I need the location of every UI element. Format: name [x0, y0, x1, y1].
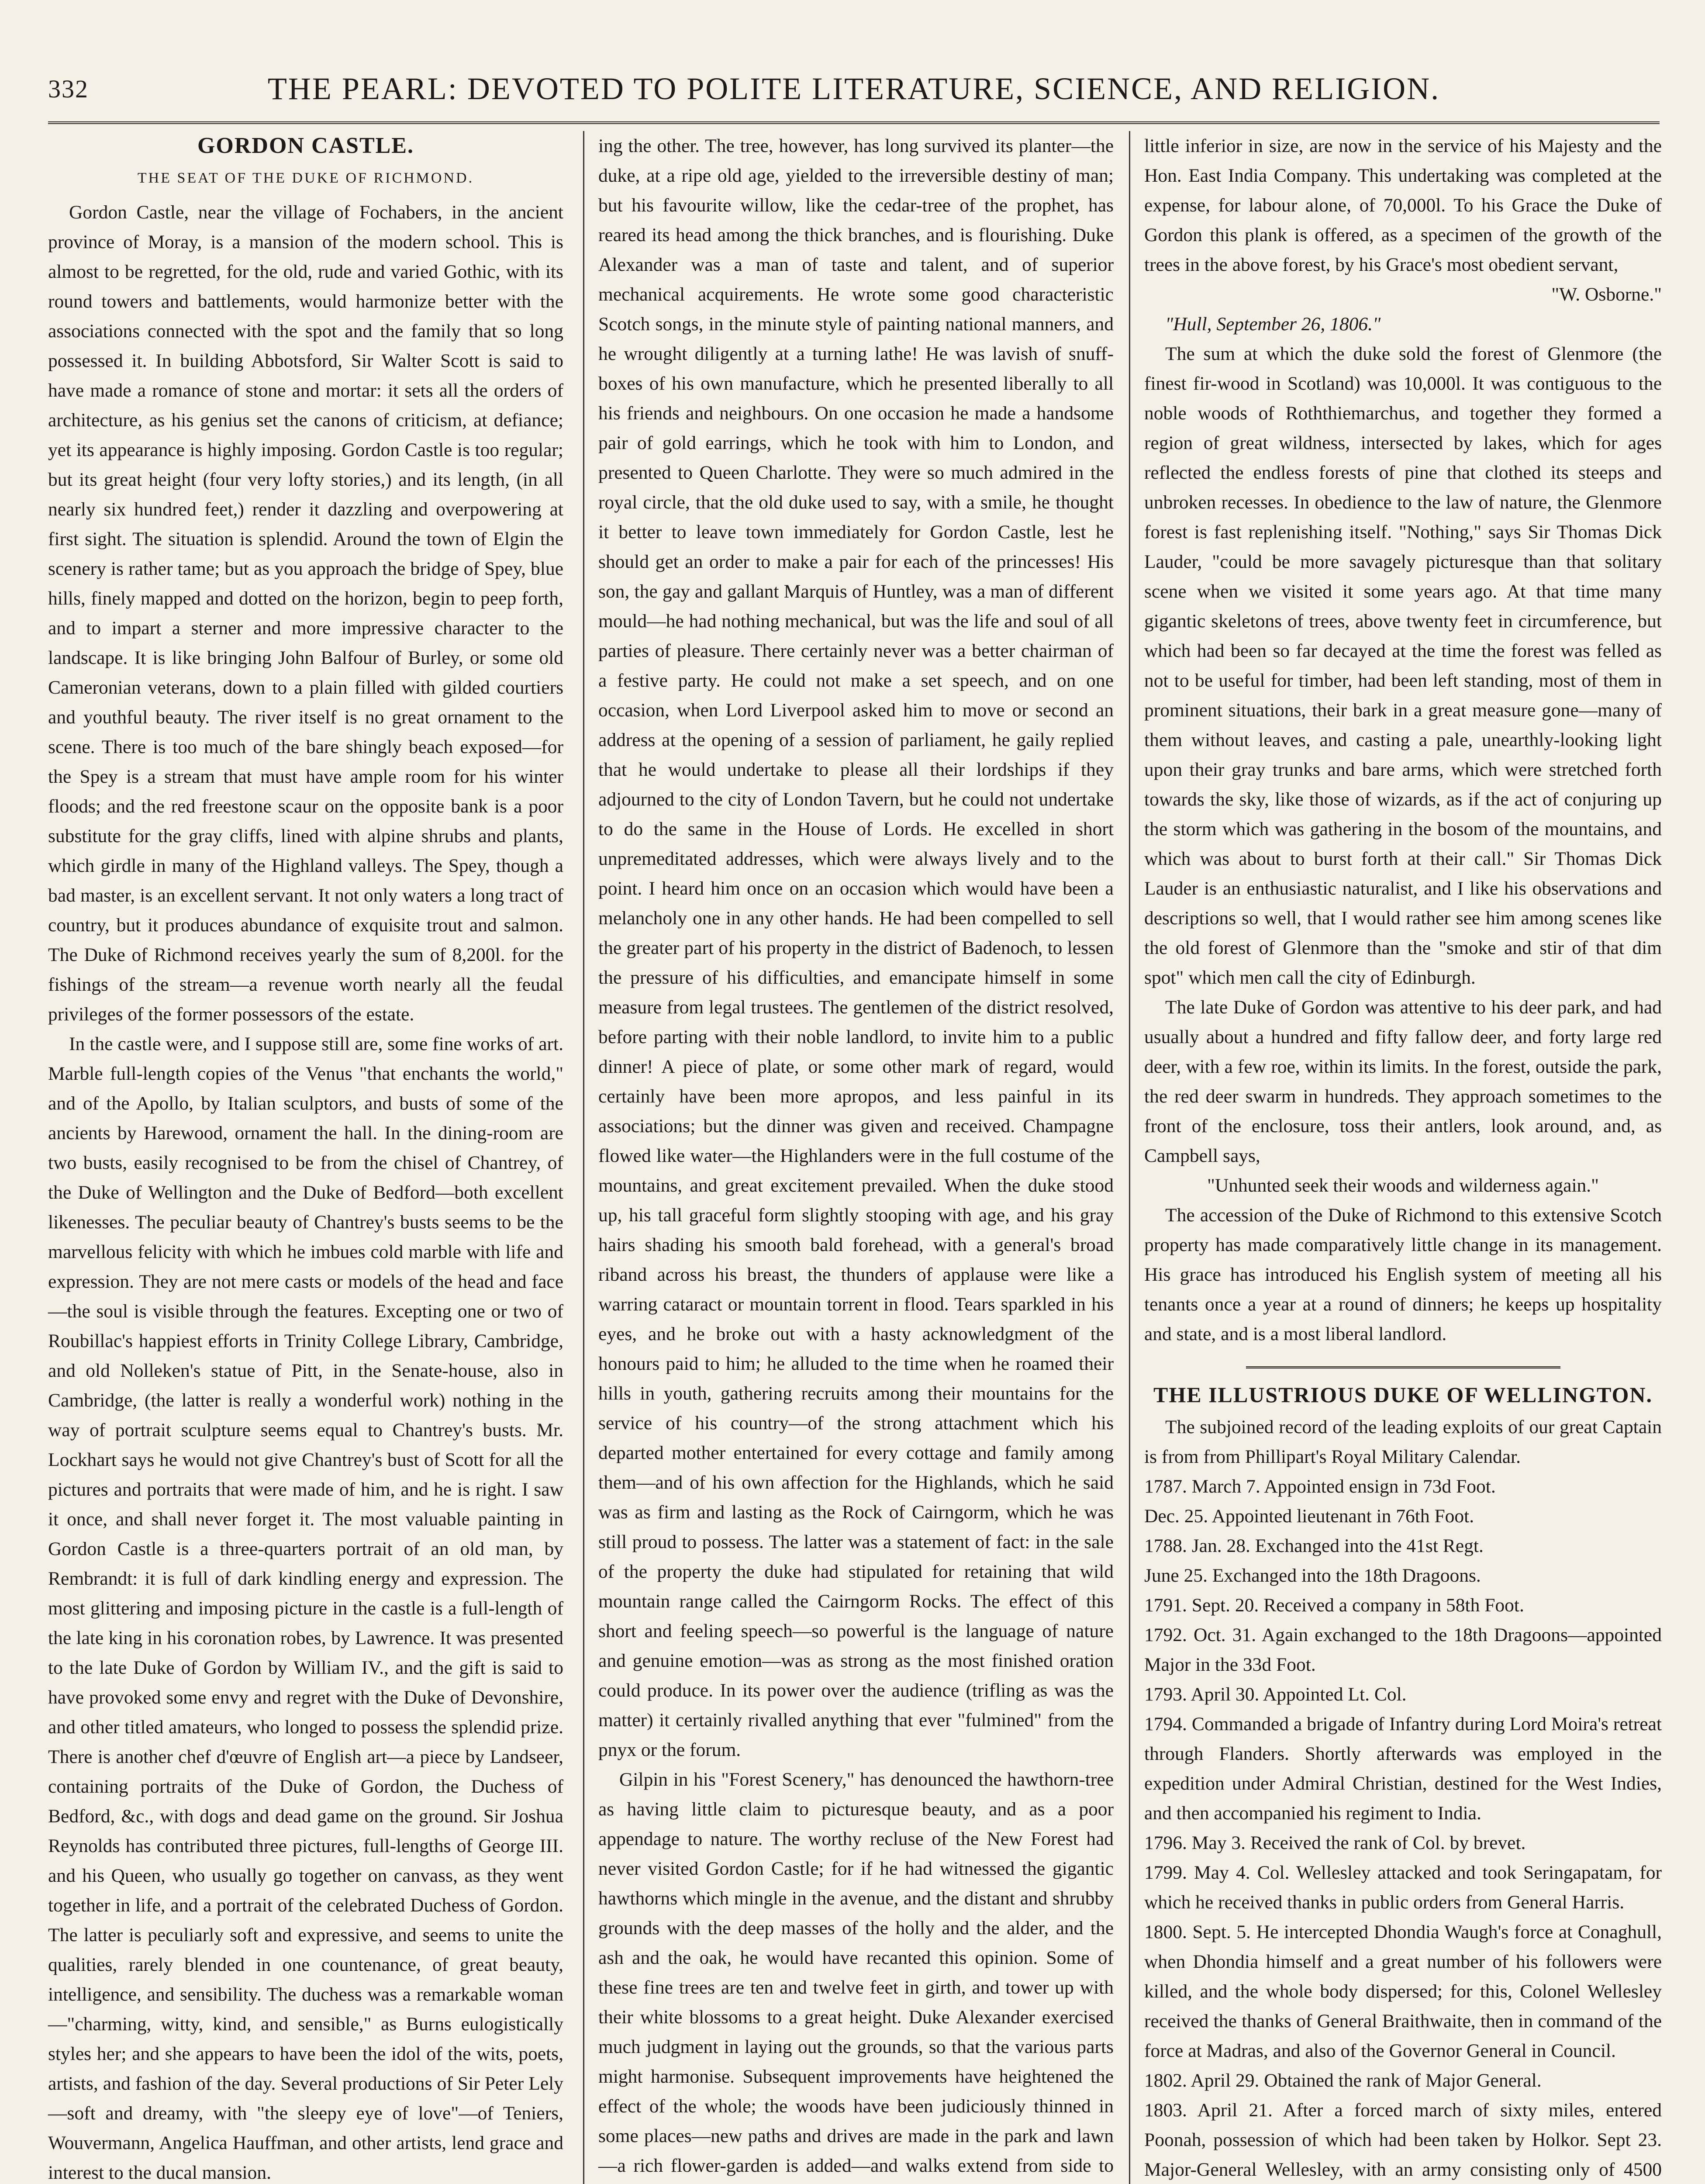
record-entry: 1794. Commanded a brigade of Infantry during Lord Moira's retreat through Flanders. Shortly afterwards was employed in the expedition under Admiral Christian, destined for the West Indies, and then accompanied his regiment to India.	[1144, 1714, 1662, 1824]
verse-quote: "Unhunted seek their woods and wilderness again."	[1207, 1175, 1599, 1196]
paragraph: The accession of the Duke of Richmond to this extensive Scotch property has made comparatively little change in its management. His grace has introduced his English system of meeting all his tenants once a year at a round of dinners; he keeps up hospitality and state, and is a most liberal landlord.	[1144, 1205, 1662, 1344]
column-3	[1144, 131, 1662, 2184]
record-entry: 1788. Jan. 28. Exchanged into the 41st Regt.	[1144, 1535, 1484, 1556]
header-rule	[48, 121, 1660, 124]
record-entry: 1802. April 29. Obtained the rank of Major General.	[1144, 2070, 1542, 2091]
paragraph: The sum at which the duke sold the forest of Glenmore (the finest fir-wood in Scotland) was 10,000l. It was contiguous to the noble woods of Roththiemarchus, and together they formed a region of great wildness, intersected by lakes, which for ages reflected the endless forests of pine that clothed its steeps and unbroken recesses. In obedience to the law of nature, the Glenmore forest is fast replenishing itself. "Nothing," says Sir Thomas Dick Lauder, "could be more savagely picturesque than that solitary scene when we visited it some years ago. At that time many gigantic skeletons of trees, above twenty feet in circumference, but which had been so far decayed at the time the forest was felled as not to be useful for timber, had been left standing, most of them in prominent situations, their bark in a great measure gone—many of them without leaves, and casting a pale, unearthly-looking light upon their gray trunks and bare arms, which were stretched forth towards the sky, like those of wizards, as if the act of conjuring up the storm which was gathering in the bosom of the mountains, and which was about to burst forth at their call." Sir Thomas Dick Lauder is an enthusiastic naturalist, and I like his observations and descriptions so well, that I would rather see him among scenes like the old forest of Glenmore than the "smoke and stir of that dim spot" which men call the city of Edinburgh.	[1144, 343, 1662, 988]
page-number: 332	[48, 75, 89, 103]
article-title: THE ILLUSTRIOUS DUKE OF WELLINGTON.	[1153, 1382, 1653, 1407]
record-entry: 1799. May 4. Col. Wellesley attacked and took Seringapatam, for which he received thanks in public orders from General Harris.	[1144, 1862, 1662, 1913]
column-1	[48, 131, 563, 2184]
inscription-continued: little inferior in size, are now in the service of his Majesty and the Hon. East India Company. This undertaking was completed at the expense, for labour alone, of 70,000l. To his Grace the Duke of Gordon this plank is offered, as a specimen of the growth of the trees in the above forest, by his Grace's most obedient servant,	[1144, 135, 1662, 275]
record-entry: 1803. April 21. After a forced march of sixty miles, entered Poonah, possession of which had been taken by Holkor. Sept 23. Major-General Wellesley, with an army consisting only of 4500	[1144, 2100, 1662, 2180]
column-divider	[583, 131, 584, 2184]
record-entry: 1793. April 30. Appointed Lt. Col.	[1144, 1684, 1407, 1705]
inscription-dateline: "Hull, September 26, 1806."	[1165, 314, 1381, 335]
paragraph-continued: ing the other. The tree, however, has long survived its planter—the duke, at a ripe old age, yielded to the irreversible destiny of man; but his favourite willow, like the cedar-tree of the prophet, has reared its head among the thick branches, and is flourishing. Duke Alexander was a man of taste and talent, and of superior mechanical acquirements. He wrote some good characteristic Scotch songs, in the minute style of painting national manners, and he wrought diligently at a turning lathe! He was lavish of snuff-boxes of his own manufacture, which he presented liberally to all his friends and neighbours. On one occasion he made a handsome pair of gold earrings, which he took with him to London, and presented to Queen Charlotte. They were so much admired in the royal circle, that the old duke used to say, with a smile, he thought it better to leave town immediately for Gordon Castle, lest he should get an order to make a pair for each of the princesses! His son, the gay and gallant Marquis of Huntley, was a man of different mould—he had nothing mechanical, but was the life and soul of all parties of pleasure. There certainly never was a better chairman of a festive party. He could not make a set speech, and on one occasion, when Lord Liverpool asked him to move or second an address at the opening of a session of parliament, he gaily replied that he would undertake to please all their lordships if they adjourned to the city of London Tavern, but he could not undertake to do the same in the House of Lords. He excelled in short unpremeditated addresses, which were always lively and to the point. I heard him once on an occasion which would have been a melancholy one in any other hands. He had been compelled to sell the greater part of his property in the district of Badenoch, to lessen the pressure of his difficulties, and emancipate himself in some measure from legal trustees. The gentlemen of the district resolved, before parting with their noble landlord, to invite him to a public dinner! A piece of plate, or some other mark of regard, would certainly have been more apropos, and less painful in its associations; but the dinner was given and received. Champagne flowed like water—the Highlanders were in the full costume of the mountains, and great excitement prevailed. When the duke stood up, his tall graceful form slightly stooping with age, and his gray hairs shading his smooth bald forehead, with a general's broad riband across his breast, the thunders of applause were like a warring cataract or mountain torrent in flood. Tears sparkled in his eyes, and he broke out with a hasty acknowledgment of the honours paid to him; he alluded to the time when he roamed their hills in youth, gathering recruits among their mountains for the service of his country—of the strong attachment which his departed mother entertained for every cottage and family among them—and of his own affection for the Highlands, which he said was as firm and lasting as the Rock of Cairngorm, which he was still proud to possess. The latter was a statement of fact: in the sale of the property the duke had stipulated for retaining that wild mountain range called the Cairngorm Rocks. The effect of this short and feeling speech—so powerful is the language of nature and genuine emotion—was as strong as the most finished oration could produce. In its power over the audience (trifling as was the matter) it certainly rivalled anything that ever "fulmined" from the pnyx or the forum.	[598, 135, 1114, 1760]
inscription-signature: "W. Osborne."	[1551, 284, 1662, 305]
record-entry: Dec. 25. Appointed lieutenant in 76th Foot.	[1144, 1506, 1474, 1527]
article-subtitle: THE SEAT OF THE DUKE OF RICHMOND.	[137, 170, 474, 186]
paragraph: Gordon Castle, near the village of Fochabers, in the ancient province of Moray, is a mansion of the modern school. This is almost to be regretted, for the old, rude and varied Gothic, with its round towers and battlements, would harmonize better with the associations connected with the spot and the family that so long possessed it. In building Abbotsford, Sir Walter Scott is said to have made a romance of stone and mortar: it sets all the orders of architecture, as his genius set the canons of criticism, at defiance; yet its appearance is highly imposing. Gordon Castle is too regular; but its great height (four very lofty stories,) and its length, (in all nearly six hundred feet,) render it dazzling and overpowering at first sight. The situation is splendid. Around the town of Elgin the scenery is rather tame; but as you approach the bridge of Spey, blue hills, finely mapped and dotted on the horizon, begin to peep forth, and to impart a sterner and more impressive character to the landscape. It is like bringing John Balfour of Burley, or some old Cameronian veterans, down to a plain filled with gilded courtiers and youthful beauty. The river itself is no great ornament to the scene. There is too much of the bare shingly beach exposed—for the Spey is a stream that must have ample room for his winter floods; and the red freestone scaur on the opposite bank is a poor substitute for the gray cliffs, lined with alpine shrubs and plants, which girdle in many of the Highland valleys. The Spey, though a bad master, is an excellent servant. It not only waters a long tract of country, but it produces abundance of exquisite trout and salmon. The Duke of Richmond receives yearly the sum of 8,200l. for the fishings of the stream—a revenue worth nearly all the feudal privileges of the former possessors of the estate.	[48, 202, 563, 1025]
running-head: THE PEARL: DEVOTED TO POLITE LITERATURE, SCIENCE, AND RELIGION.	[267, 71, 1440, 106]
paragraph: Gilpin in his "Forest Scenery," has denounced the hawthorn-tree as having little claim to picturesque beauty, and as a poor appendage to nature. The worthy recluse of the New Forest had never visited Gordon Castle; for if he had witnessed the gigantic hawthorns which mingle in the avenue, and the distant and shrubby grounds with the deep masses of the holly and the alder, and the ash and the oak, he would have recanted this opinion. Some of these fine trees are ten and twelve feet in girth, and tower up with their white blossoms to a great height. Duke Alexander exercised much judgment in laying out the grounds, so that the various parts might harmonise. Subsequent improvements have heightened the effect of the whole; the woods have been judiciously thinned in some places—new paths and drives are made in the park and lawn—a rich flower-garden is added—and walks extend from side to	[598, 1769, 1114, 2176]
paragraph: In the castle were, and I suppose still are, some fine works of art. Marble full-length copies of the Venus "that enchants the world," and of the Apollo, by Italian sculptors, and busts of some of the ancients by Harewood, ornament the hall. In the dining-room are two busts, easily recognised to be from the chisel of Chantrey, of the Duke of Wellington and the Duke of Bedford—both excellent likenesses. The peculiar beauty of Chantrey's busts seems to be the marvellous felicity with which he imbues cold marble with life and expression. They are not mere casts or models of the head and face—the soul is visible through the features. Excepting one or two of Roubillac's happiest efforts in Trinity College Library, Cambridge, and old Nolleken's statue of Pitt, in the Senate-house, also in Cambridge, (the latter is really a wonderful work) nothing in the way of portrait sculpture seems equal to Chantrey's busts. Mr. Lockhart says he would not give Chantrey's bust of Scott for all the pictures and portraits that were made of him, and he is right. I saw it once, and shall never forget it. The most valuable painting in Gordon Castle is a three-quarters portrait of an old man, by Rembrandt: it is full of dark kindling energy and expression. The most glittering and imposing picture in the castle is a full-length of the late king in his coronation robes, by Lawrence. It was presented to the late Duke of Gordon by William IV., and the gift is said to have provoked some envy and regret with the Duke of Devonshire, and other titled amateurs, who longed to possess the splendid prize. There is another chef d'œuvre of English art—a piece by Landseer, containing portraits of the Duke of Gordon, the Duchess of Bedford, &c., with dogs and dead game on the ground. Sir Joshua Reynolds has contributed three pictures, full-lengths of George III. and his Queen, who usually go together on canvass, as they went together in life, and a portrait of the celebrated Duchess of Gordon. The latter is peculiarly soft and expressive, and seems to unite the qualities, rarely blended in one countenance, of great beauty, intelligence, and sensibility. The duchess was a remarkable woman—"charming, witty, kind, and sensible," as Burns eulogistically styles her; and she appears to have been the idol of the wits, poets, artists, and fashion of the day. Several productions of Sir Peter Lely—soft and dreamy, with "the sleepy eye of love"—of Teniers, Wouvermann, Angelica Hauffman, and other artists, lend grace and interest to the ducal mansion.	[48, 1033, 563, 2183]
page-header	[48, 66, 1660, 118]
column-2	[598, 131, 1114, 2184]
record-entry: 1791. Sept. 20. Received a company in 58th Foot.	[1144, 1595, 1524, 1616]
intro-paragraph: The subjoined record of the leading exploits of our great Captain is from from Phillipart's Royal Military Calendar.	[1144, 1417, 1662, 1467]
paragraph: The late Duke of Gordon was attentive to his deer park, and had usually about a hundred and fifty fallow deer, and forty large red deer, with a few roe, within its limits. In the forest, outside the park, the red deer swarm in hundreds. They approach sometimes to the front of the enclosure, toss their antlers, look around, and, as Campbell says,	[1144, 997, 1662, 1166]
column-divider	[1129, 131, 1130, 2184]
section-rule	[1246, 1366, 1560, 1368]
record-entry: 1796. May 3. Received the rank of Col. by brevet.	[1144, 1832, 1526, 1853]
record-entry: 1787. March 7. Appointed ensign in 73d Foot.	[1144, 1476, 1496, 1497]
record-entry: 1792. Oct. 31. Again exchanged to the 18th Dragoons—appointed Major in the 33d Foot.	[1144, 1624, 1662, 1675]
service-record-list	[1144, 1472, 1662, 2184]
article-title: GORDON CASTLE.	[197, 133, 414, 158]
record-entry: 1800. Sept. 5. He intercepted Dhondia Waugh's force at Conaghull, when Dhondia himself and a great number of his followers were killed, and the whole body dispersed; for this, Colonel Wellesley received the thanks of General Braithwaite, then in command of the force at Madras, and also of the Governor General in Council.	[1144, 1921, 1662, 2061]
record-entry: June 25. Exchanged into the 18th Dragoons.	[1144, 1565, 1481, 1586]
